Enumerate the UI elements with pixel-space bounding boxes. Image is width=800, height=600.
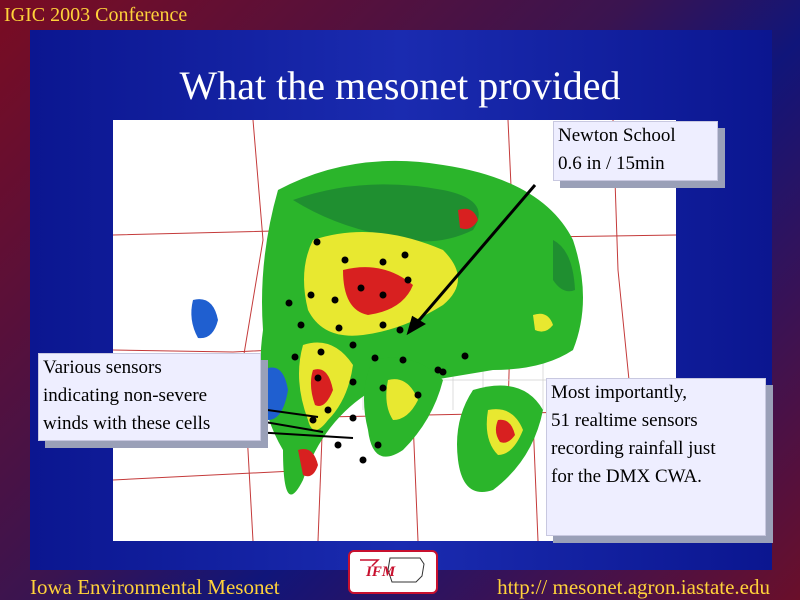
- important-callout-line-2: 51 realtime sensors: [551, 410, 698, 431]
- important-callout-line-1: Most importantly,: [551, 382, 687, 403]
- important-callout-line-4: for the DMX CWA.: [551, 466, 702, 487]
- important-callout-line-3: recording rainfall just: [551, 438, 716, 459]
- iem-logo: [348, 550, 438, 594]
- radar-echoes: [191, 161, 583, 495]
- sensors-callout-line-3: winds with these cells: [43, 413, 211, 434]
- footer-organization: Iowa Environmental Mesonet: [30, 575, 280, 599]
- footer-url[interactable]: http:// mesonet.agron.iastate.edu: [497, 575, 770, 599]
- newton-callout-line-1: Newton School: [558, 125, 676, 146]
- logo-text: IFM: [366, 564, 396, 580]
- slide-title: What the mesonet provided: [179, 63, 621, 108]
- conference-label: IGIC 2003 Conference: [4, 4, 188, 26]
- newton-callout-line-2: 0.6 in / 15min: [558, 153, 665, 174]
- sensors-callout-line-2: indicating non-severe: [43, 385, 208, 406]
- sensors-callout: [38, 353, 261, 441]
- important-callout: [546, 378, 766, 536]
- sensors-callout-line-1: Various sensors: [43, 357, 162, 378]
- newton-school-callout: [553, 121, 718, 181]
